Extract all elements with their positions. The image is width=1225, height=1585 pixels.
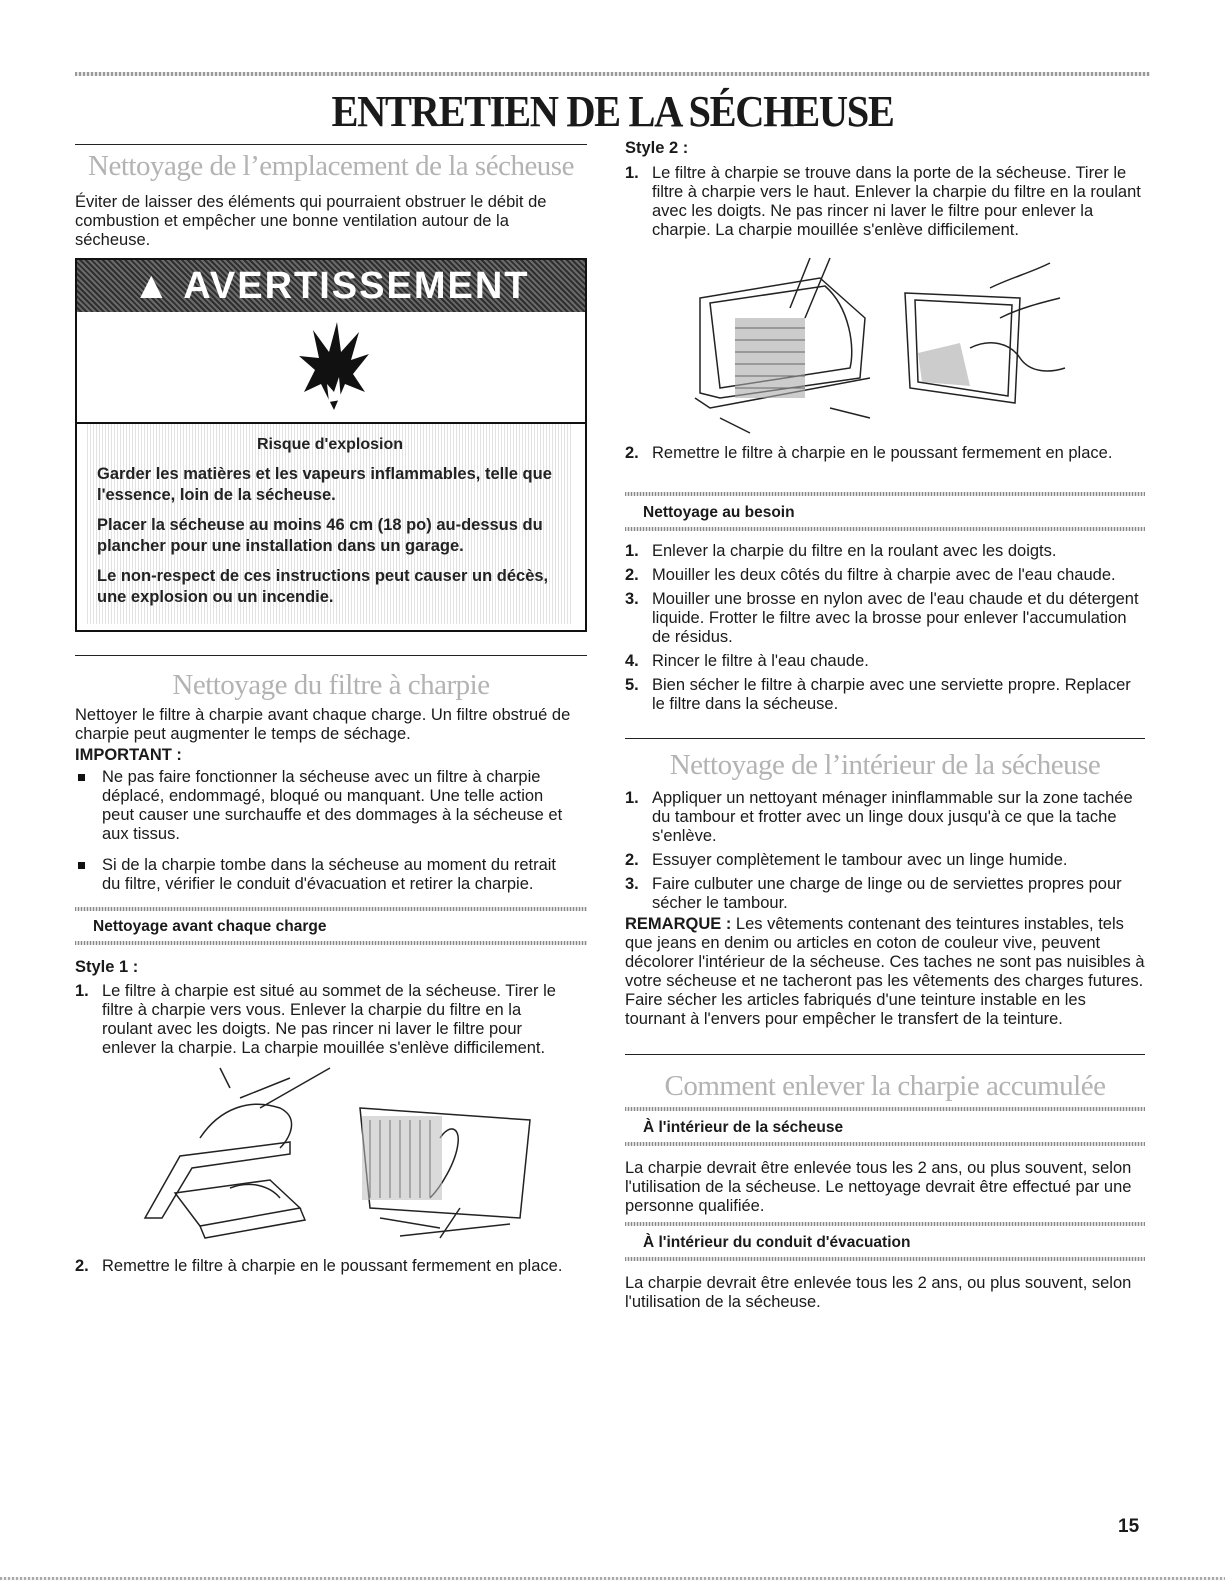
warning-header-label: AVERTISSEMENT [183,265,530,307]
section-rule [625,1054,1145,1055]
important-label: IMPORTANT : [75,746,182,764]
section-heading-lint-filter: Nettoyage du filtre à charpie [172,669,490,701]
bottom-rule [0,1577,1225,1580]
interior-steps [625,789,1145,918]
style1-filter-illustration [140,1068,540,1238]
inside-dryer-text: La charpie devrait être enlevée tous les 2 ans, ou plus souvent, selon l'utilisation de la sécheuse. Le nettoyage devrait être effectué par une personne qualifiée. [625,1159,1132,1215]
location-text: Éviter de laisser des éléments qui pourraient obstruer le débit de combustion et empêcher une bonne ventilation autour de la sécheuse. [75,193,547,249]
warning-line: Garder les matières et les vapeurs inflammables, telle que l'essence, loin de la sécheuse. [97,465,552,504]
warning-line: Le non-respect de ces instructions peut causer un décès, une explosion ou un incendie. [97,567,549,606]
warning-triangle-icon: ▲ [132,265,173,307]
subsection-title-as-needed: Nettoyage au besoin [643,504,795,521]
section-heading-location: Nettoyage de l’emplacement de la sécheuse [88,150,574,182]
section-heading-interior: Nettoyage de l’intérieur de la sécheuse [669,749,1101,781]
section-heading-accumulated-lint: Comment enlever la charpie accumulée [664,1070,1106,1102]
warning-line: Placer la sécheuse au moins 46 cm (18 po) au-dessus du plancher pour une installation dans un garage. [97,516,543,555]
warning-header [77,260,585,312]
subsection-bar [625,1257,1145,1261]
subsection-title-exhaust: À l'intérieur du conduit d'évacuation [643,1234,911,1251]
section-rule [625,738,1145,739]
subsection-bar [625,1142,1145,1146]
section-rule [75,144,587,145]
subsection-bar [625,1222,1145,1226]
list-item: 3. Mouiller une brosse en nylon avec de l'eau chaude et du détergent liquide. Frotter le filtre avec la brosse pour enlever l'accumulation de résidus. [625,590,1139,646]
style2-label: Style 2 : [625,139,689,157]
list-item: 2. Remettre le filtre à charpie en le poussant fermement en place. [625,444,1113,462]
list-item: 2. Remettre le filtre à charpie en le poussant fermement en place. [75,1257,563,1275]
list-item: 4. Rincer le filtre à l'eau chaude. [625,652,869,670]
subsection-bar [625,1107,1145,1111]
list-item: Si de la charpie tombe dans la sécheuse au moment du retrait du filtre, vérifier le conduit d'évacuation et retirer la charpie. [75,856,570,894]
list-item: 1. Appliquer un nettoyant ménager ininflammable sur la zone tachée du tambour et frotter avec un linge doux jusqu'à ce que la tache s'enlève. [625,789,1133,845]
section-rule [75,655,587,656]
list-item: 1. Le filtre à charpie est situé au sommet de la sécheuse. Tirer le filtre à charpie vers vous. Enlever la charpie du filtre en la roulant avec les doigts. Ne pas rincer ni laver le filtre pour enlever la charpie. La charpie mouillée s'enlève difficilement. [75,982,556,1057]
page-number: 15 [1118,1516,1140,1537]
style2-filter-illustration [690,258,1070,433]
lint-filter-intro: Nettoyer le filtre à charpie avant chaque charge. Un filtre obstrué de charpie peut augmenter le temps de séchage. [75,706,571,743]
page-title: ENTRETIEN DE LA SÉCHEUSE [331,87,894,136]
subsection-bar [75,941,587,945]
subsection-title-each-load: Nettoyage avant chaque charge [93,918,327,935]
subsection-bar [75,907,587,911]
style1-label: Style 1 : [75,958,139,976]
important-list [75,768,570,906]
warning-body [87,424,573,624]
exhaust-text: La charpie devrait être enlevée tous les 2 ans, ou plus souvent, selon l'utilisation de la sécheuse. [625,1274,1132,1311]
bullet-icon [78,774,85,781]
subsection-bar [625,527,1145,531]
list-item: Ne pas faire fonctionner la sécheuse avec un filtre à charpie déplacé, endommagé, bloqué ou manquant. Une telle action peut causer une surchauffe et des dommages à la sécheuse et aux tissus. [75,768,570,844]
list-item: 5. Bien sécher le filtre à charpie avec une serviette propre. Replacer le filtre dans la sécheuse. [625,676,1131,713]
style2-steps [625,164,1145,245]
subsection-title-inside-dryer: À l'intérieur de la sécheuse [643,1119,844,1136]
warning-box [75,258,587,632]
remarque-text: Les vêtements contenant des teintures instables, tels que jeans en denim ou articles en coton de couleur vive, peuvent décolorer l'intérieur de la sécheuse. Ces taches ne sont pas nuisibles à votre sécheuse et ne tacheront pas les vêtements des charges futures. Faire sécher les articles fabriqués d'une teinture instable en les tournant à l'envers pour empêcher le transfert de la teinture. [625,915,1145,1028]
style1-steps [75,982,575,1063]
bullet-icon [78,862,85,869]
remarque-label: REMARQUE : [625,915,732,933]
list-item: 2. Mouiller les deux côtés du filtre à charpie avec de l'eau chaude. [625,566,1116,584]
explosion-icon [299,322,369,412]
top-rule [75,72,1150,76]
list-item: 1. Le filtre à charpie se trouve dans la porte de la sécheuse. Tirer le filtre à charpie vers le haut. Enlever la charpie du filtre en la roulant avec les doigts. Ne pas rincer ni laver le filtre pour enlever la charpie. La charpie mouillée s'enlève difficilement. [625,164,1141,239]
subsection-bar [625,492,1145,496]
style2-steps-cont [625,444,1145,468]
remarque-paragraph [625,915,1145,1029]
list-item: 1. Enlever la charpie du filtre en la roulant avec les doigts. [625,542,1057,560]
style1-steps-cont [75,1257,575,1281]
list-item: 3. Faire culbuter une charge de linge ou de serviettes propres pour sécher le tambour. [625,875,1122,912]
list-item: 2. Essuyer complètement le tambour avec un linge humide. [625,851,1068,869]
as-needed-steps [625,542,1145,719]
warning-risk: Risque d'explosion [256,436,404,453]
